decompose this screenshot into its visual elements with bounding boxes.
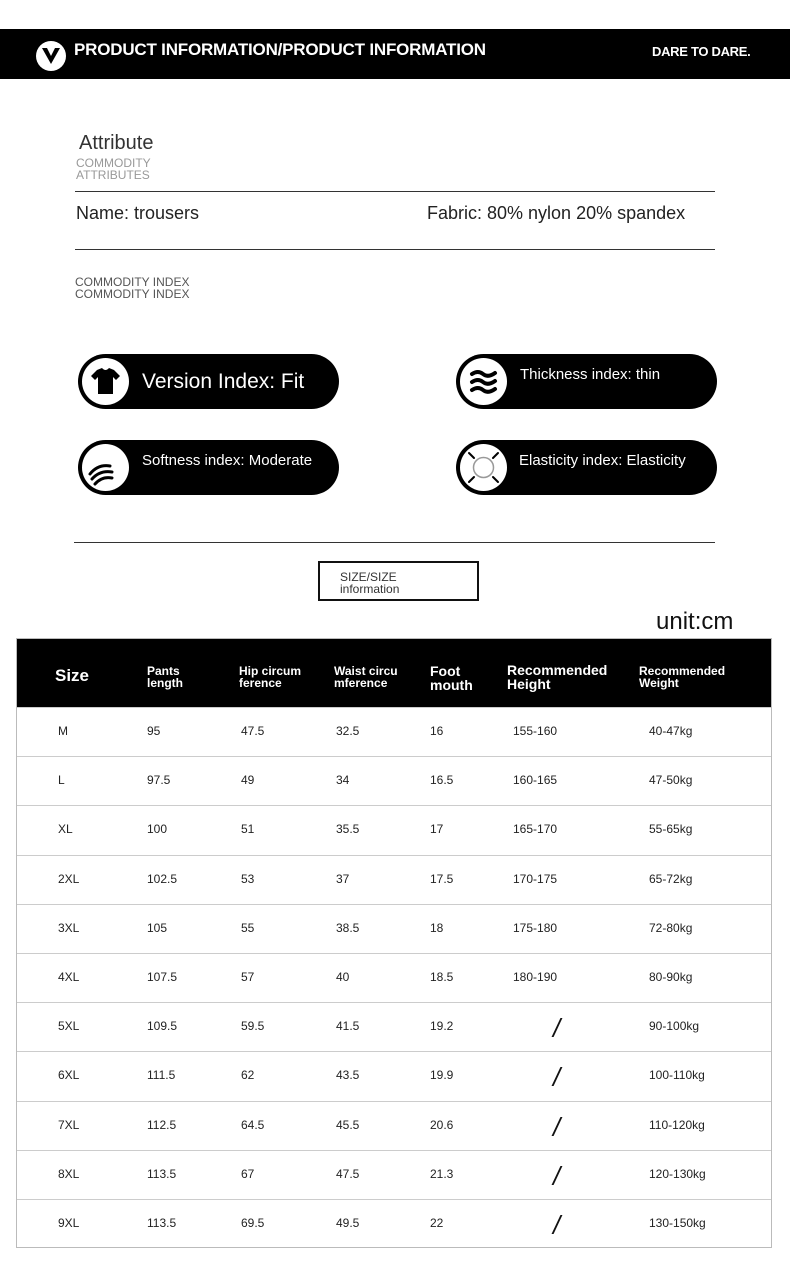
cell-height: / [553,1062,561,1093]
cell-waist: 38.5 [336,920,360,935]
cell-hip: 57 [241,970,255,984]
attribute-title: Attribute [79,132,154,154]
index-pill-thickness: Thickness index: thin [456,354,717,409]
cell-waist: 49.5 [336,1216,360,1230]
cell-weight: 65-72kg [649,871,693,886]
cell-weight: 100-110kg [649,1068,705,1083]
index-pill-version: Version Index: Fit [78,354,339,409]
cell-height: 155-160 [513,724,558,738]
cell-size: 6XL [58,1068,80,1083]
cell-pants-length: 107.5 [147,970,178,984]
cell-waist: 41.5 [336,1019,360,1034]
cell-waist: 35.5 [336,822,360,837]
cell-size: 8XL [58,1166,80,1181]
index-pill-softness: Softness index: Moderate [78,440,339,495]
cell-waist: 43.5 [336,1068,360,1083]
cell-foot-mouth: 16 [430,724,444,738]
feather-icon [82,444,129,491]
cell-pants-length: 112.5 [147,1117,177,1132]
cell-pants-length: 111.5 [147,1068,176,1083]
cell-pants-length: 102.5 [147,871,178,886]
cell-hip: 69.5 [241,1216,265,1230]
cell-height: 165-170 [513,822,558,837]
cell-pants-length: 113.5 [147,1166,177,1181]
cell-waist: 47.5 [336,1166,360,1181]
cell-height: / [553,1210,561,1240]
cell-weight: 120-130kg [649,1166,706,1181]
table-row [17,904,771,953]
table-row [17,805,771,854]
divider [75,191,715,192]
header-pants-length: Pants length [147,664,183,690]
cell-waist: 32.5 [336,724,360,738]
header-size: Size [55,666,90,685]
table-header [17,639,771,707]
cell-hip: 62 [241,1068,255,1083]
cell-pants-length: 100 [147,822,168,837]
cell-pants-length: 105 [147,920,168,935]
cell-height: 160-165 [513,773,558,788]
cell-hip: 51 [241,822,255,837]
divider [75,249,715,250]
table-row [17,1150,771,1199]
cell-waist: 45.5 [336,1117,360,1132]
size-table [16,638,772,1248]
cell-foot-mouth: 18.5 [430,970,454,984]
index-pill-elasticity: Elasticity index: Elasticity [456,440,717,495]
cell-size: M [58,724,68,738]
attribute-subtitle: COMMODITY ATTRIBUTES [76,156,151,182]
cell-hip: 53 [241,871,255,886]
cell-pants-length: 97.5 [147,773,171,788]
cell-hip: 59.5 [241,1019,265,1034]
layers-icon [460,358,507,405]
cell-hip: 47.5 [241,724,265,738]
cell-size: 3XL [58,920,80,935]
cell-weight: 110-120kg [649,1117,705,1132]
cell-hip: 55 [241,920,255,935]
cell-height: 170-175 [513,871,558,886]
cell-hip: 49 [241,773,255,788]
cell-foot-mouth: 17.5 [430,871,454,886]
table-row [17,1199,771,1248]
table-row [17,855,771,904]
cell-height: / [553,1160,561,1191]
header-waist: Waist circumference [334,664,398,690]
cell-pants-length: 95 [147,724,161,738]
cell-pants-length: 113.5 [147,1216,177,1230]
cell-weight: 40-47kg [649,724,693,738]
cell-waist: 37 [336,871,350,886]
index-subtitle: COMMODITY INDEX COMMODITY INDEX [75,275,190,301]
cell-weight: 90-100kg [649,1019,700,1034]
table-row [17,1101,771,1150]
cell-weight: 80-90kg [649,970,693,984]
cell-size: 2XL [58,871,80,886]
cell-foot-mouth: 16.5 [430,773,454,788]
cell-foot-mouth: 19.9 [430,1068,454,1083]
divider [74,542,715,543]
unit-label: unit:cm [656,608,734,635]
cell-size: 5XL [58,1019,80,1034]
header-weight: Recommended Weight [639,664,726,690]
cell-hip: 64.5 [241,1117,265,1132]
brand-slogan: DARE TO DARE. [652,44,751,59]
table-row [17,1002,771,1051]
cell-size: 7XL [58,1117,80,1132]
table-row [17,707,771,756]
cell-foot-mouth: 19.2 [430,1019,454,1034]
product-fabric: Fabric: 80% nylon 20% spandex [427,203,686,223]
cell-weight: 130-150kg [649,1216,706,1230]
cell-weight: 47-50kg [649,773,693,788]
table-row [17,953,771,1002]
cell-foot-mouth: 17 [430,822,444,837]
header-foot-mouth: Foot mouth [430,663,473,693]
cell-size: 9XL [58,1216,80,1230]
page-title: PRODUCT INFORMATION/PRODUCT INFORMATION [74,40,486,59]
brand-logo-icon [36,41,66,71]
cell-foot-mouth: 20.6 [430,1117,454,1132]
cell-waist: 40 [336,970,350,984]
tshirt-icon [82,358,129,405]
cell-hip: 67 [241,1166,255,1181]
table-row [17,1051,771,1100]
cell-height: 180-190 [513,970,558,984]
cell-foot-mouth: 18 [430,920,444,935]
cell-waist: 34 [336,773,350,788]
size-information-label: SIZE/SIZE information [318,561,479,601]
cell-pants-length: 109.5 [147,1019,178,1034]
cell-weight: 55-65kg [649,822,693,837]
stretch-icon [460,444,507,491]
cell-size: 4XL [58,970,80,984]
product-name: Name: trousers [76,203,200,223]
cell-height: / [553,1013,561,1044]
cell-foot-mouth: 21.3 [430,1166,454,1181]
header-height: Recommended Height [507,662,608,692]
cell-height: 175-180 [513,920,558,935]
header-hip: Hip circumference [239,664,302,690]
cell-size: L [58,773,65,788]
cell-weight: 72-80kg [649,920,693,935]
cell-height: / [553,1111,561,1142]
cell-foot-mouth: 22 [430,1216,444,1230]
cell-size: XL [58,822,73,837]
table-row [17,756,771,805]
